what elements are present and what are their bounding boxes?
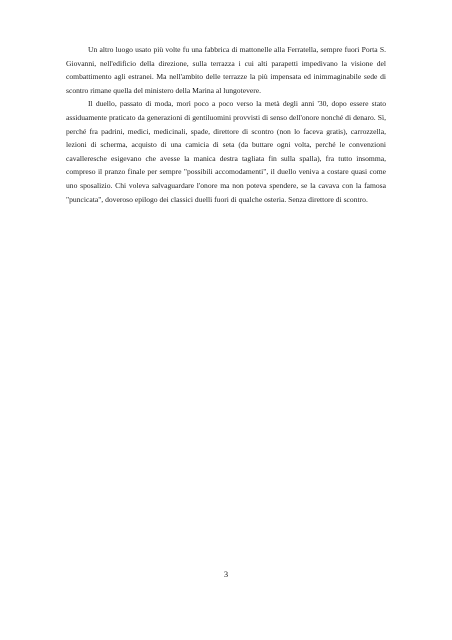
page-number: 3 <box>223 569 229 579</box>
paragraph-1: Un altro luogo usato più volte fu una fabbrica di mattonelle alla Ferratella, sempre fuori Porta S. Giovanni, nell'edificio della direzione, sulla terrazza i cui alti parapetti impedivano la visione del combattimento agli estranei. Ma nell'ambito delle terrazze la più impensata ed inimmaginabile sede di scontro rimane quella del ministero della Marina al lungotevere. <box>66 45 386 95</box>
paragraph-2: Il duello, passato di moda, morì poco a poco verso la metà degli anni '30, dopo essere stato assiduamente praticato da generazioni di gentiluomini provvisti di senso dell'onore nonché di denaro. Sì, perché fra padrini, medici, medicinali, spade, direttore di scontro (non lo faceva gratis), carrozzella, lezioni di scherma, acquisto di una camicia di seta (da buttare ogni volta, perché le convenzioni cavalleresche esigevano che avesse la manica destra tagliata fin sulla spalla), fra tutto insomma, compreso il pranzo finale per sempre "possibili accomodamenti", il duello veniva a costare quasi come uno sposalizio. Chi voleva salvaguardare l'onore ma non poteva spendere, se la cavava con la famosa "puncicata", doveroso epilogo dei classici duelli fuori di qualche osteria. Senza direttore di scontro. <box>66 99 386 204</box>
body-text <box>66 43 386 206</box>
